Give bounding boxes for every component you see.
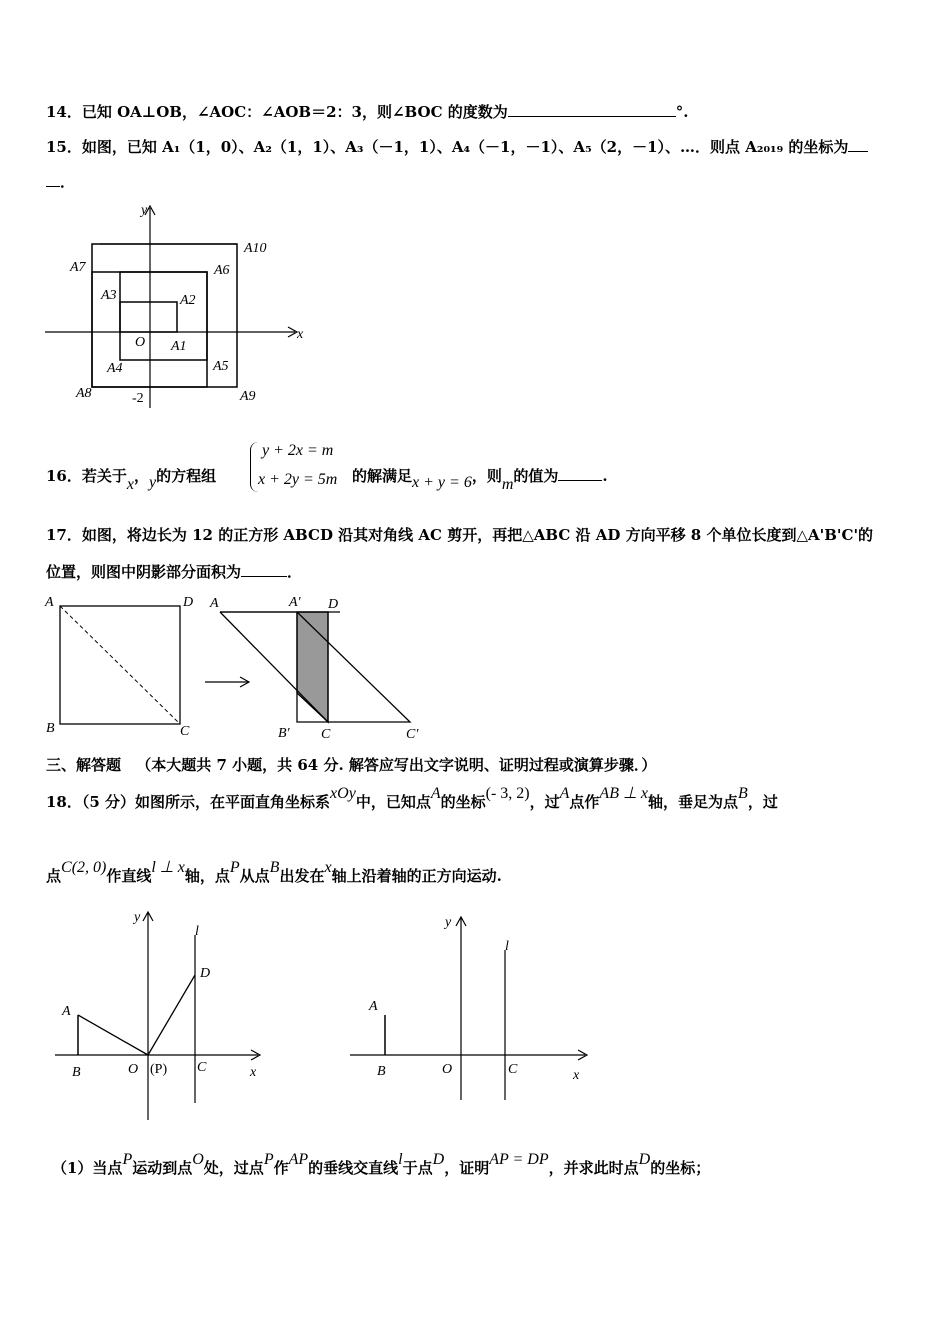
q16-equation-system: [250, 440, 360, 496]
label-l: l: [195, 924, 199, 939]
square-2: [120, 272, 207, 360]
q16-comma: ，: [133, 467, 149, 485]
q18-figure-2: [345, 910, 595, 1110]
label-c: C: [508, 1062, 518, 1077]
q15-cont: ．: [60, 173, 76, 191]
q18-a: A: [430, 785, 441, 802]
q15-answer-blank[interactable]: [848, 137, 868, 152]
label-b: B: [377, 1064, 386, 1079]
q15-text: 15．如图，已知 A₁（1，0）、A₂（1，1）、A₃（－1，1）、A₄（－1，－1）、A₅（2，－1）、…．则点 A₂₀₁₉ 的坐标为: [46, 138, 849, 156]
q15-answer-blank-cont[interactable]: [46, 172, 60, 187]
section-3-note: （本大题共 7 小题，共 64 分. 解答应写出文字说明、证明过程或演算步骤．）: [136, 756, 657, 774]
q18-b2: B: [269, 859, 280, 876]
label-a5: A5: [213, 359, 229, 374]
q18-1-s6: 于点: [402, 1159, 433, 1177]
q18-1-s5: 的垂线交直线: [308, 1159, 399, 1177]
q17-dot: ．: [287, 563, 303, 581]
label-y: y: [141, 203, 148, 218]
q18-b: B: [738, 785, 748, 802]
seg-ap: [78, 1015, 148, 1055]
q14-suffix: °.: [675, 103, 689, 121]
q17-line2: 位置，则图中阴影部分面积为: [46, 563, 242, 581]
q18-1-s8: ，并求此时点: [548, 1159, 639, 1177]
q18-1-o: O: [192, 1151, 204, 1168]
label-p: (P): [150, 1062, 168, 1077]
q18-p3: 的坐标: [440, 793, 486, 811]
seg-pd: [148, 975, 195, 1055]
label-c-right: C: [321, 727, 331, 742]
q18-1-d: D: [432, 1151, 445, 1168]
question-14: [46, 102, 688, 122]
q18-l2b: 作直线: [106, 867, 152, 885]
label-d: D: [183, 595, 194, 610]
q16-dot: .: [602, 467, 608, 485]
label-a8: A8: [76, 386, 92, 401]
q18-1-ap: AP: [288, 1151, 309, 1168]
q18-1-s2: 运动到点: [132, 1159, 193, 1177]
label-a6: A6: [214, 263, 230, 278]
q18-p6: 轴，垂足为点: [648, 793, 739, 811]
q18-a2: A: [559, 785, 570, 802]
label-x: x: [297, 327, 304, 342]
q18-p7: ，过: [747, 793, 778, 811]
q18-coord-a: (- 3, 2): [485, 785, 530, 802]
question-15-cont: [46, 172, 75, 192]
label-x: x: [573, 1068, 580, 1083]
q17-line1: 17．如图，将边长为 12 的正方形 ABCD 沿其对角线 AC 剪开，再把△ABC 沿 AD 方向平移 8 个单位长度到△A'B'C'的: [46, 526, 874, 544]
q16-mid: 的方程组: [156, 467, 217, 485]
q16-end: 的值为: [513, 467, 559, 485]
label-a: A: [369, 999, 378, 1014]
question-17-cont: [46, 562, 302, 582]
q18-1-s7: ，证明: [444, 1159, 490, 1177]
question-16-rest: [352, 466, 608, 493]
question-15: [46, 137, 868, 157]
q16-eq1: y + 2x = m: [262, 442, 334, 459]
label-l: l: [505, 939, 509, 954]
label-d: D: [200, 966, 211, 981]
q18-xoy: xOy: [330, 785, 356, 802]
q18-1-eq: AP = DP: [489, 1151, 549, 1168]
q18-1-s9: 的坐标；: [650, 1159, 711, 1177]
q18-l2a: 点: [46, 867, 62, 885]
label-d-right: D: [328, 597, 339, 612]
q16-then: ，则: [471, 467, 502, 485]
q18-p2: 中，已知点: [355, 793, 431, 811]
label-a9: A9: [240, 389, 256, 404]
q14-answer-blank[interactable]: [508, 102, 676, 117]
question-18-part-1: [52, 1151, 711, 1179]
q15-figure: [40, 200, 320, 415]
label-a2: A2: [180, 293, 196, 308]
q18-l2d: 从点: [239, 867, 270, 885]
section-3-title: 三、解答题: [46, 756, 122, 774]
q16-var-x: x: [126, 476, 134, 493]
label-a10: A10: [244, 241, 267, 256]
q18-1-s1: （1）当点: [52, 1159, 123, 1177]
label-c: C: [197, 1060, 207, 1075]
q18-p4: ，过: [529, 793, 560, 811]
section-3-heading: [46, 755, 656, 775]
label-x: x: [250, 1065, 257, 1080]
label-b: B: [72, 1065, 81, 1080]
label-a: A: [45, 595, 54, 610]
question-16: [46, 466, 217, 493]
q18-ab-perp-x: AB ⊥ x: [599, 785, 649, 802]
label-o: O: [442, 1062, 453, 1077]
label-y: y: [445, 915, 452, 930]
label-neg2: -2: [132, 391, 144, 406]
label-a3: A3: [101, 288, 117, 303]
label-a4: A4: [107, 361, 123, 376]
q18-p: P: [229, 859, 240, 876]
label-o: O: [128, 1062, 139, 1077]
question-18-line2: [46, 859, 502, 887]
q18-figure-1: [50, 905, 280, 1125]
q18-p1: 18．（5 分）如图所示，在平面直角坐标系: [46, 793, 331, 811]
label-a: A: [62, 1004, 71, 1019]
q18-1-p2: P: [263, 1151, 274, 1168]
q18-l2e: 出发在: [279, 867, 325, 885]
q17-answer-blank[interactable]: [241, 562, 287, 577]
q16-var-y: y: [149, 474, 157, 491]
square-1: [120, 302, 177, 332]
label-b: B: [46, 721, 55, 736]
q18-1-p: P: [122, 1151, 133, 1168]
label-a7: A7: [70, 260, 86, 275]
q16-after: 的解满足: [352, 467, 413, 485]
question-18: [46, 785, 778, 813]
q18-l-perp-x: l ⊥ x: [151, 859, 185, 876]
label-b-prime: B′: [278, 726, 290, 741]
label-o: O: [135, 335, 146, 350]
q18-1-d2: D: [638, 1151, 651, 1168]
q17-figure: [40, 590, 440, 745]
q16-var-m: m: [501, 476, 514, 493]
label-c-prime: C′: [406, 727, 419, 742]
label-y: y: [134, 910, 141, 925]
label-a-prime: A′: [289, 595, 301, 610]
question-17: [46, 525, 873, 545]
q16-answer-blank[interactable]: [558, 466, 602, 481]
diagonal-ac: [60, 606, 180, 724]
q18-1-l: l: [398, 1151, 403, 1168]
q16-eq2: x + 2y = 5m: [258, 471, 338, 488]
q18-p5: 点作: [569, 793, 600, 811]
q16-cond: x + y = 6: [412, 474, 472, 491]
q18-x: x: [324, 859, 332, 876]
q14-text: 14．已知 OA⊥OB，∠AOC：∠AOB＝2：3，则∠BOC 的度数为: [46, 103, 508, 121]
label-a1: A1: [171, 339, 187, 354]
label-c: C: [180, 724, 190, 739]
q18-l2f: 轴上沿着轴的正方向运动.: [331, 867, 502, 885]
q18-1-s4: 作: [273, 1159, 289, 1177]
q18-l2c: 轴，点: [184, 867, 230, 885]
label-a-right: A: [210, 596, 219, 611]
q18-c20: C(2, 0): [61, 859, 107, 876]
q18-1-s3: 处，过点: [203, 1159, 264, 1177]
q16-prefix: 16．若关于: [46, 467, 127, 485]
